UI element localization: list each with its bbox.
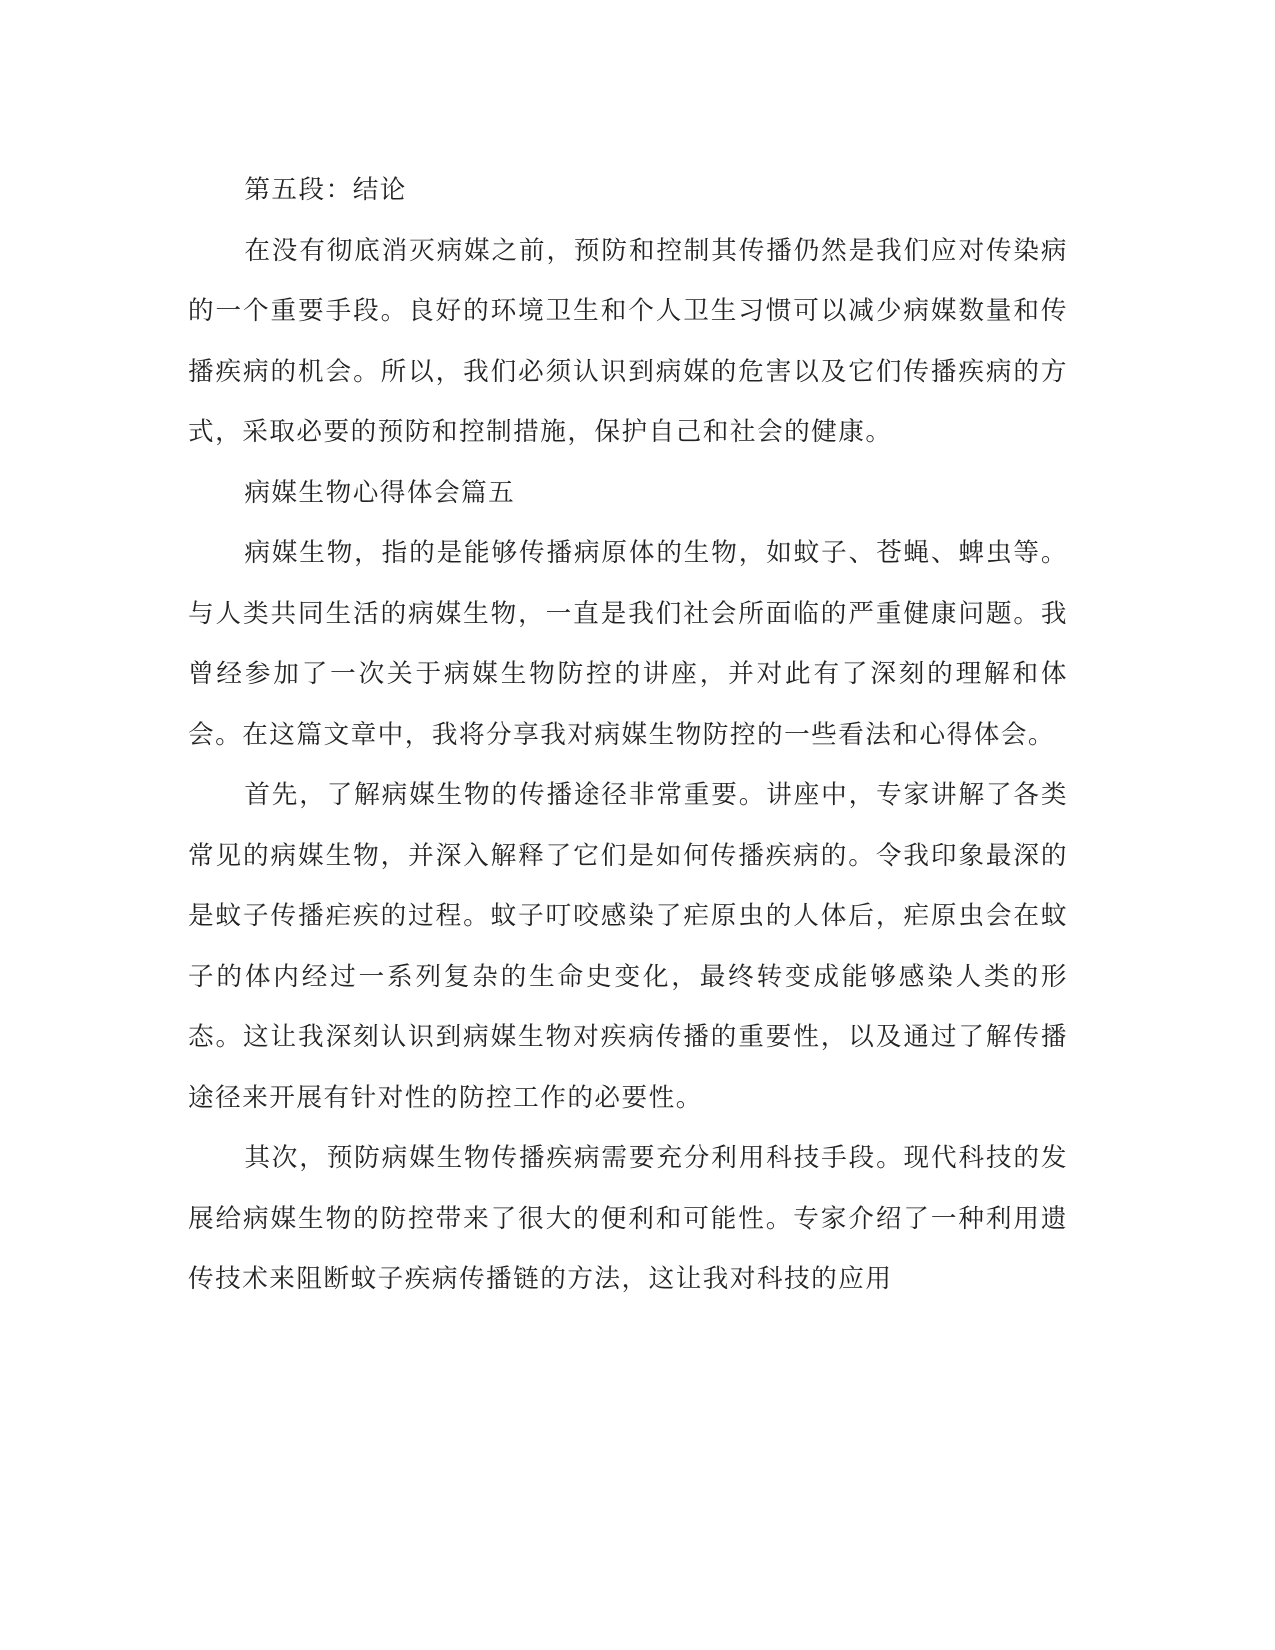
paragraph-conclusion: 在没有彻底消灭病媒之前，预防和控制其传播仍然是我们应对传染病的一个重要手段。良好的环境卫生和个人卫生习惯可以减少病媒数量和传播疾病的机会。所以，我们必须认识到病媒的危害以及它们传播疾病的方式，采取必要的预防和控制措施，保护自己和社会的健康。	[188, 235, 1068, 447]
paragraph-second: 其次，预防病媒生物传播疾病需要充分利用科技手段。现代科技的发展给病媒生物的防控带来了很大的便利和可能性。专家介绍了一种利用遗传技术来阻断蚊子疾病传播链的方法，这让我对科技的应用	[188, 1143, 1068, 1294]
paragraph-first: 首先，了解病媒生物的传播途径非常重要。讲座中，专家讲解了各类常见的病媒生物，并深入解释了它们是如何传播疾病的。令我印象最深的是蚊子传播疟疾的过程。蚊子叮咬感染了疟原虫的人体后，疟原虫会在蚊子的体内经过一系列复杂的生命史变化，最终转变成能够感染人类的形态。这让我深刻认识到病媒生物对疾病传播的重要性，以及通过了解传播途径来开展有针对性的防控工作的必要性。	[188, 780, 1068, 1113]
paragraph-intro: 病媒生物，指的是能够传播病原体的生物，如蚊子、苍蝇、蜱虫等。与人类共同生活的病媒生物，一直是我们社会所面临的严重健康问题。我曾经参加了一次关于病媒生物防控的讲座，并对此有了深刻的理解和体会。在这篇文章中，我将分享我对病媒生物防控的一些看法和心得体会。	[188, 538, 1068, 750]
article-title: 病媒生物心得体会篇五	[244, 477, 516, 508]
document-body	[188, 160, 1068, 1310]
section-heading-conclusion: 第五段：结论	[244, 175, 407, 205]
